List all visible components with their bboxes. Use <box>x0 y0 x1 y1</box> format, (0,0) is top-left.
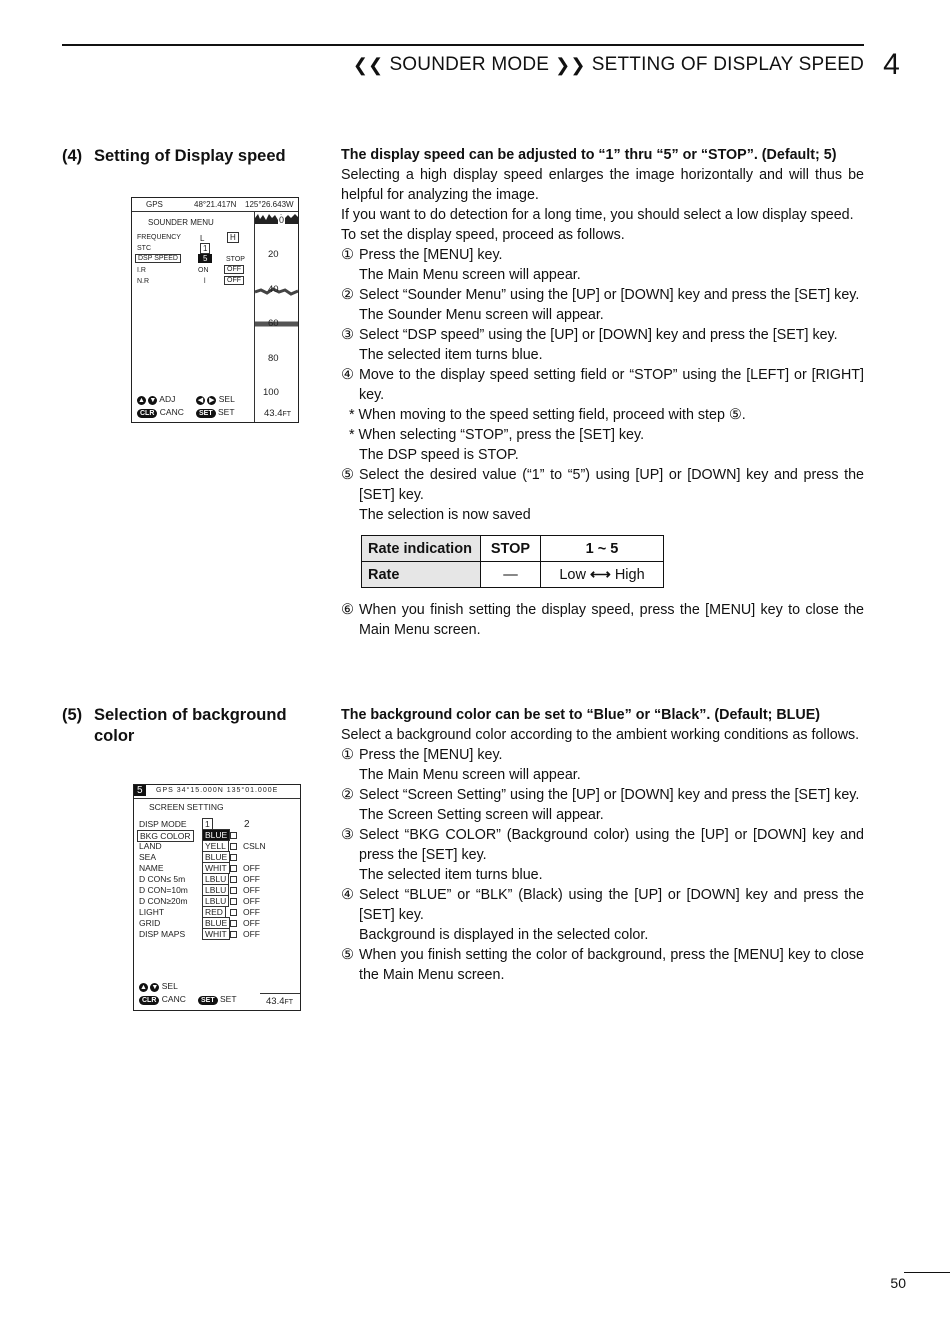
gps-label: GPS <box>146 200 163 209</box>
setting-row-value: LBLU <box>202 873 229 885</box>
rate-indication-header: Rate indication <box>362 536 481 562</box>
page-number-rule <box>904 1272 950 1273</box>
menu-row-stc: STC <box>137 245 151 252</box>
menu-row-nr: N.R <box>137 278 150 285</box>
step-text: Select “BLUE” or “BLK” (Black) using the [UP] or [DOWN] key and press the [SET] key. <box>359 887 864 923</box>
setting-row-label: LIGHT <box>139 907 165 917</box>
depth-readout <box>266 996 293 1007</box>
dsp-speed-stop: STOP <box>226 256 245 263</box>
section-4-step-1 <box>341 245 864 265</box>
color-swatch-icon <box>230 920 237 927</box>
section-4-title <box>62 146 312 167</box>
chapter-number: 4 <box>883 48 900 81</box>
sel-guide <box>196 394 235 405</box>
setting-row-label: NAME <box>139 863 164 873</box>
setting-row-label: GRID <box>139 918 161 928</box>
setting-row-value: BLUE <box>202 851 230 863</box>
dsp-speed-value: 5 <box>198 254 212 263</box>
setting-row-label: D CON=10m <box>139 885 188 895</box>
ir-on: ON <box>198 267 209 274</box>
frequency-high: H <box>227 232 239 243</box>
section-5-lead: The background color can be set to “Blue” or “Black”. (Default; BLUE) <box>341 707 821 723</box>
color-swatch-icon <box>230 865 237 872</box>
table-row <box>362 536 664 562</box>
step-text: Press the [MENU] key. <box>359 247 503 263</box>
section-4-note-2: * When selecting “STOP”, press the [SET] key. <box>349 427 645 443</box>
step-text: Select “Sounder Menu” using the [UP] or [DOWN] key and press the [SET] key. <box>359 287 860 303</box>
screen-number: 5 <box>134 785 146 796</box>
depth-20: 20 <box>268 249 279 260</box>
step-text: Select the desired value (“1” to “5”) using [UP] or [DOWN] key and press the [SET] key. <box>359 467 864 503</box>
setting-row-extra: 2 <box>244 819 250 830</box>
section-4-step-5 <box>341 465 864 505</box>
setting-row-label: DISP MAPS <box>139 929 186 939</box>
step-result: The selected item turns blue. <box>359 867 543 883</box>
canc-guide <box>139 994 186 1005</box>
adj-label: ADJ <box>159 394 176 404</box>
step-result: The Sounder Menu screen will appear. <box>359 307 604 323</box>
depth-40: 40 <box>268 284 279 295</box>
canc-label: CANC <box>161 994 186 1004</box>
section-4-number: (4) <box>62 147 83 165</box>
clr-key: CLR <box>137 409 157 418</box>
color-swatch-icon <box>230 876 237 883</box>
color-swatch-icon <box>230 898 237 905</box>
down-icon: ▼ <box>149 397 157 404</box>
rate-range-cell <box>541 562 664 588</box>
color-swatch-icon <box>230 832 237 839</box>
chevron-right-icon: ❯❯ <box>555 54 586 75</box>
rate-table <box>361 535 664 588</box>
page-number: 50 <box>890 1275 906 1291</box>
high-label: High <box>614 566 645 583</box>
setting-row-label: DISP MODE <box>139 819 187 829</box>
nr-off: OFF <box>224 276 244 285</box>
step-number: ④ <box>341 887 354 903</box>
section-5-step-4 <box>341 885 864 925</box>
step-result: The selection is now saved <box>359 507 531 523</box>
step-number: ④ <box>341 367 354 383</box>
set-label: SET <box>218 407 235 417</box>
menu-row-dsp-speed: DSP SPEED <box>135 254 181 263</box>
section-4-intro-1: Selecting a high display speed enlarges the image horizontally and will thus be helpful for analyzing the image. <box>341 167 864 203</box>
section-4-intro-3: To set the display speed, proceed as follows. <box>341 227 625 243</box>
set-guide <box>196 407 235 418</box>
step-number: ⑥ <box>341 602 354 618</box>
down-icon: ▼ <box>151 984 159 991</box>
set-key: SET <box>196 409 216 418</box>
screen-title: SCREEN SETTING <box>149 802 224 812</box>
color-swatch-icon <box>230 854 237 861</box>
step-number: ① <box>341 747 354 763</box>
step-result: The Main Menu screen will appear. <box>359 267 581 283</box>
canc-label: CANC <box>159 407 184 417</box>
section-4-intro-2: If you want to do detection for a long time, you should select a low display speed. <box>341 207 854 223</box>
step-text: When you finish setting the color of background, press the [MENU] key to close the Main Menu screen. <box>359 947 864 983</box>
readout-divider <box>260 993 300 994</box>
setting-row-value: BLUE <box>202 917 230 929</box>
setting-row-label: LAND <box>139 841 162 851</box>
mode-label: SOUNDER MODE <box>389 54 550 75</box>
stop-cell: STOP <box>481 536 541 562</box>
color-swatch-icon <box>230 843 237 850</box>
menu-title: SOUNDER MENU <box>148 218 214 227</box>
step-number: ③ <box>341 327 354 343</box>
setting-row-value: 1 <box>202 818 213 830</box>
canc-guide <box>137 407 184 418</box>
sounder-menu-screen <box>131 197 299 423</box>
section-4-step-6 <box>341 600 864 640</box>
step-number: ③ <box>341 827 354 843</box>
setting-row-label: BKG COLOR <box>137 830 194 842</box>
setting-row-extra: OFF <box>243 907 260 917</box>
menu-row-ir: I.R <box>137 267 146 274</box>
step-result: The selected item turns blue. <box>359 347 543 363</box>
set-label: SET <box>220 994 237 1004</box>
sel-label: SEL <box>218 394 235 404</box>
setting-row-extra: OFF <box>243 874 260 884</box>
setting-row-extra: OFF <box>243 896 260 906</box>
step-result: The Main Menu screen will appear. <box>359 767 581 783</box>
setting-row-extra: OFF <box>243 885 260 895</box>
step-number: ① <box>341 247 354 263</box>
step-result: The Screen Setting screen will appear. <box>359 807 604 823</box>
step-number: ⑤ <box>341 467 354 483</box>
setting-row-value: WHIT <box>202 862 230 874</box>
step-number: ② <box>341 287 354 303</box>
setting-row-value: YELL <box>202 840 229 852</box>
chevron-left-icon: ❮❮ <box>352 54 384 75</box>
echogram-trace <box>255 212 298 332</box>
table-row <box>362 562 664 588</box>
up-icon: ▲ <box>138 397 145 404</box>
depth-readout-unit: FT <box>282 411 292 418</box>
depth-100: 100 <box>263 387 279 398</box>
setting-row-value: BLUE <box>202 829 230 841</box>
gps-latitude: 48°21.417N <box>194 200 237 209</box>
menu-row-frequency: FREQUENCY <box>137 234 181 241</box>
screen-divider <box>134 798 300 799</box>
depth-readout <box>264 408 291 419</box>
right-icon: ▶ <box>209 397 215 404</box>
section-5-step-2 <box>341 785 864 805</box>
section-5-step-5 <box>341 945 864 985</box>
section-4-body <box>341 145 864 640</box>
rate-header: Rate <box>362 562 481 588</box>
section-4-step-4 <box>341 365 864 405</box>
section-5-intro: Select a background color according to the ambient working conditions as follows. <box>341 727 860 743</box>
sel-label: SEL <box>161 981 178 991</box>
clr-key: CLR <box>139 996 159 1005</box>
depth-80: 80 <box>268 353 279 364</box>
depth-0: 0 <box>279 215 285 225</box>
step-text: Move to the display speed setting field or “STOP” using the [LEFT] or [RIGHT] key. <box>359 367 864 403</box>
section-5-step-1 <box>341 745 864 765</box>
header-rule <box>62 44 864 46</box>
setting-row-extra: OFF <box>243 918 260 928</box>
setting-row-value: WHIT <box>202 928 230 940</box>
section-5-title <box>62 705 322 747</box>
color-swatch-icon <box>230 931 237 938</box>
section-5-heading: Selection of background color <box>94 706 287 745</box>
adj-guide <box>137 394 175 405</box>
set-key: SET <box>198 996 218 1005</box>
range-cell: 1 ~ 5 <box>541 536 664 562</box>
gps-readout: GPS 34°15.000N 135°01.000E <box>156 787 279 794</box>
step-text: Select “DSP speed” using the [UP] or [DOWN] key and press the [SET] key. <box>359 327 838 343</box>
section-5-step-3 <box>341 825 864 865</box>
section-5-number: (5) <box>62 706 83 724</box>
setting-row-extra: CSLN <box>243 841 266 851</box>
gps-longitude: 125°26.643W <box>245 200 294 209</box>
nr-value: l <box>204 278 206 285</box>
low-label: Low <box>559 566 586 583</box>
step-text: Press the [MENU] key. <box>359 747 503 763</box>
step-result: Background is displayed in the selected color. <box>359 927 649 943</box>
section-4-heading: Setting of Display speed <box>94 147 286 165</box>
color-swatch-icon <box>230 887 237 894</box>
setting-row-value: RED <box>202 906 226 918</box>
up-icon: ▲ <box>140 984 147 991</box>
section-label: SETTING OF DISPLAY SPEED <box>591 54 864 75</box>
section-4-step-2 <box>341 285 864 305</box>
section-5-body <box>341 705 864 985</box>
rate-stop-cell: — <box>481 562 541 588</box>
setting-row-label: SEA <box>139 852 157 862</box>
setting-row-value: LBLU <box>202 884 229 896</box>
section-4-step-3 <box>341 325 864 345</box>
section-4-lead: The display speed can be adjusted to “1” thru “5” or “STOP”. (Default; 5) <box>341 147 837 163</box>
set-guide <box>198 994 237 1005</box>
setting-row-extra: OFF <box>243 929 260 939</box>
stc-value: 1 <box>200 243 210 254</box>
ir-off: OFF <box>224 265 244 274</box>
depth-readout-value: 43.4 <box>264 408 283 419</box>
setting-row-label: D CON≥20m <box>139 896 188 906</box>
setting-row-value: LBLU <box>202 895 229 907</box>
page-header <box>352 48 900 81</box>
step-number: ② <box>341 787 354 803</box>
double-arrow-icon: ⟷ <box>589 566 611 583</box>
frequency-low: L <box>200 234 205 243</box>
note-result: The DSP speed is STOP. <box>359 447 519 463</box>
depth-60: 60 <box>268 318 279 329</box>
depth-readout-unit: FT <box>284 999 294 1006</box>
setting-row-extra: OFF <box>243 863 260 873</box>
step-text: Select “Screen Setting” using the [UP] or [DOWN] key and press the [SET] key. <box>359 787 860 803</box>
depth-readout-value: 43.4 <box>266 996 285 1007</box>
step-text: When you finish setting the display speed, press the [MENU] key to close the Main Menu screen. <box>359 602 864 638</box>
section-4-note-1: * When moving to the speed setting field, proceed with step ⑤. <box>349 407 746 423</box>
left-icon: ◀ <box>197 397 204 404</box>
setting-row-label: D CON≤ 5m <box>139 874 186 884</box>
step-number: ⑤ <box>341 947 354 963</box>
sel-guide <box>139 981 178 992</box>
step-text: Select “BKG COLOR” (Background color) using the [UP] or [DOWN] key and press the [SET] key. <box>359 827 864 863</box>
screen-setting-screen <box>133 784 301 1011</box>
color-swatch-icon <box>230 909 237 916</box>
